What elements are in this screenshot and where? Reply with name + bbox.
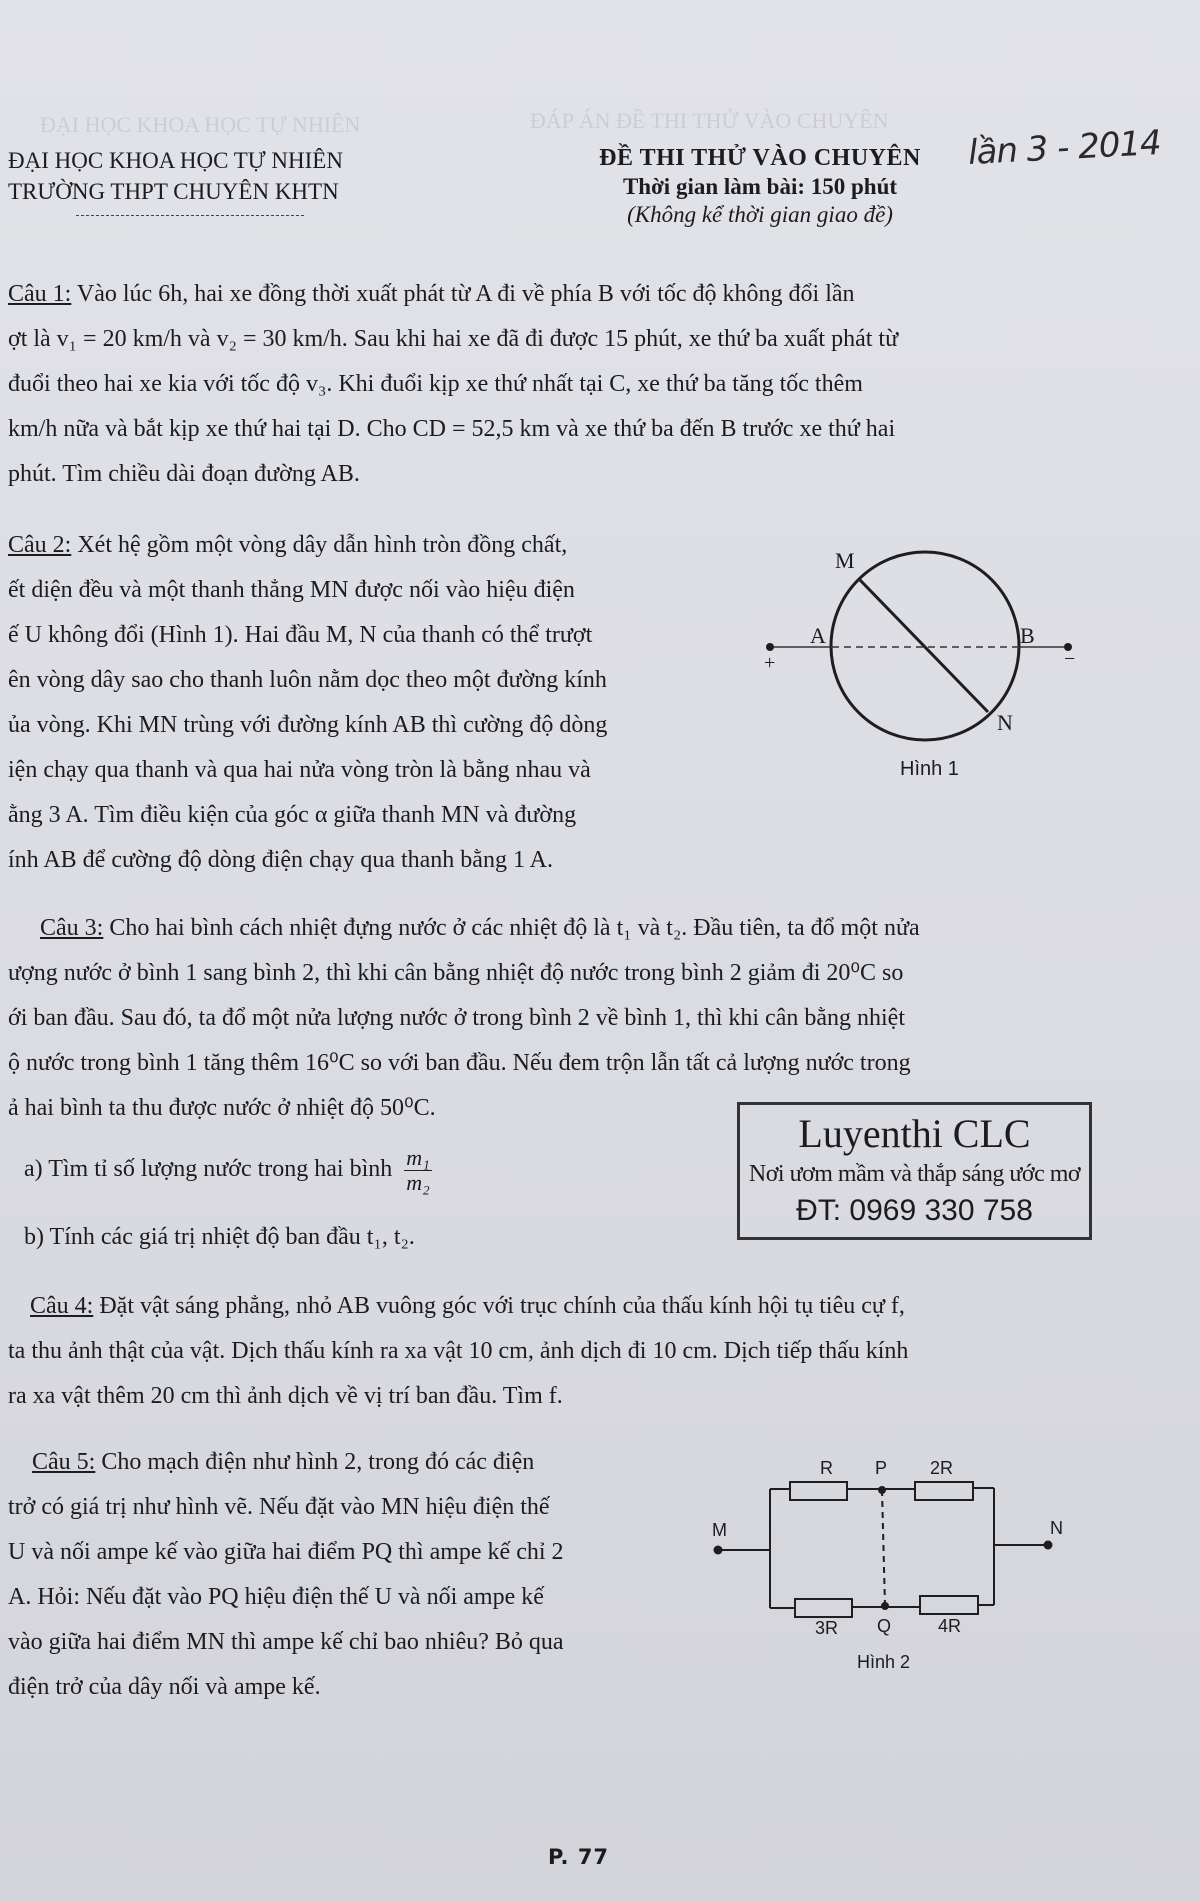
point-label-n: N [997, 710, 1013, 735]
question-text: vào giữa hai điểm MN thì ampe kế chỉ bao nhiêu? Bỏ qua [8, 1629, 564, 1655]
node-label-n: N [1050, 1518, 1063, 1538]
school-name: TRƯỜNG THPT CHUYÊN KHTN [8, 179, 339, 204]
ad-slogan: Nơi ươm mầm và thắp sáng ước mơ [748, 1161, 1081, 1187]
question-text: ính AB để cường độ dòng điện chạy qua thanh bằng 1 A. [8, 847, 553, 873]
question-label: Câu 5: [32, 1449, 96, 1475]
question-text: ợt là v₁ = 20 km/h và v₂ = 30 km/h. Sau khi hai xe đã đi được 15 phút, xe thứ ba xuất phát từ [8, 326, 899, 352]
question-text: km/h nữa và bắt kịp xe thứ hai tại D. Cho CD = 52,5 km và xe thứ ba đến B trước xe thứ hai [8, 416, 896, 442]
resistor-bridge-circuit [690, 1430, 1090, 1680]
ad-brand: Luyenthi CLC [798, 1111, 1031, 1156]
question-text: iện chạy qua thanh và qua hai nửa vòng tròn là bằng nhau và [8, 757, 591, 783]
question-text: A. Hỏi: Nếu đặt vào PQ hiệu điện thế U và nối ampe kế [8, 1584, 544, 1610]
node-label-p: P [875, 1458, 888, 1478]
bleed-through-text: ĐÁP ÁN ĐỀ THI THỬ VÀO CHUYÊN [530, 108, 889, 133]
figure-caption: Hình 2 [857, 1652, 911, 1672]
figure-2-circuit-diagram [690, 1430, 1090, 1680]
question-text: Đặt vật sáng phẳng, nhỏ AB vuông góc với trục chính của thấu kính hội tụ tiêu cự f, [93, 1293, 905, 1319]
question-text: ộ nước trong bình 1 tăng thêm 16⁰C so với ban đầu. Nếu đem trộn lẫn tất cả lượng nước trong [8, 1050, 911, 1076]
resistor-label-3r: 3R [815, 1618, 839, 1638]
header-institution [8, 145, 343, 216]
question-text: ên vòng dây sao cho thanh luôn nằm dọc theo một đường kính [8, 667, 607, 693]
question-text: ượng nước ở bình 1 sang bình 2, thì khi cân bằng nhiệt độ nước trong bình 2 giảm đi 20⁰C so [8, 960, 904, 986]
question-5 [8, 1440, 688, 1710]
fraction-numerator: m₁ [406, 1145, 430, 1170]
bleed-through-text: ĐẠI HỌC KHOA HỌC TỰ NHIÊN [40, 112, 361, 137]
question-label: Câu 1: [8, 281, 72, 307]
question-text: ới ban đầu. Sau đó, ta đổ một nửa lượng nước ở trong bình 2 về bình 1, thì khi cân bằng nhiệt [8, 1005, 905, 1031]
positive-terminal-label: + [764, 652, 776, 674]
point-label-a: A [810, 623, 826, 648]
handwritten-annotation: lần 3 - 2014 [967, 122, 1162, 174]
exam-title: ĐỀ THI THỬ VÀO CHUYÊN [599, 145, 921, 171]
question-text: ta thu ảnh thật của vật. Dịch thấu kính ra xa vật 10 cm, ảnh dịch đi 10 cm. Dịch tiếp thấu kính [8, 1338, 909, 1364]
question-text: ả hai bình ta thu được nước ở nhiệt độ 50⁰C. [8, 1095, 436, 1121]
exam-note: (Không kể thời gian giao đề) [627, 202, 893, 227]
question-text: điện trở của dây nối và ampe kế. [8, 1674, 321, 1700]
question-text: ế U không đổi (Hình 1). Hai đầu M, N của thanh có thể trượt [8, 622, 593, 648]
ad-phone: ĐT: 0969 330 758 [796, 1194, 1033, 1227]
figure-1-circle-diagram [740, 530, 1100, 800]
question-text: Vào lúc 6h, hai xe đồng thời xuất phát từ A đi về phía B với tốc độ không đổi lần [71, 281, 855, 307]
figure-caption: Hình 1 [900, 758, 959, 780]
header-divider [76, 215, 304, 216]
node-label-q: Q [877, 1616, 892, 1636]
question-label: Câu 4: [30, 1293, 94, 1319]
resistor-label-2r: 2R [930, 1458, 954, 1478]
question-2 [8, 523, 738, 883]
question-3-part-b: b) Tính các giá trị nhiệt độ ban đầu t₁, t₂. [24, 1224, 415, 1250]
page-number: P. 77 [548, 1845, 610, 1869]
question-text: trở có giá trị như hình vẽ. Nếu đặt vào MN hiệu điện thế [8, 1494, 550, 1520]
node-label-m: M [712, 1520, 727, 1540]
question-text: ết diện đều và một thanh thẳng MN được nối vào hiệu điện [8, 577, 575, 603]
question-text: Cho mạch điện như hình 2, trong đó các điện [95, 1449, 535, 1475]
question-3 [8, 906, 1158, 1131]
question-label: Câu 2: [8, 532, 72, 558]
question-label: Câu 3: [40, 915, 104, 941]
mass-ratio-fraction [404, 1146, 432, 1195]
question-text: Cho hai bình cách nhiệt đựng nước ở các nhiệt độ là t₁ và t₂. Đầu tiên, ta đổ một nửa [103, 915, 920, 941]
question-text: ằng 3 A. Tìm điều kiện của góc α giữa thanh MN và đường [8, 802, 577, 828]
question-text: Xét hệ gồm một vòng dây dẫn hình tròn đồng chất, [71, 532, 568, 558]
header-exam-info [560, 145, 960, 228]
question-text: ủa vòng. Khi MN trùng với đường kính AB thì cường độ dòng [8, 712, 608, 738]
resistor-label-r: R [820, 1458, 833, 1478]
advertisement-box [737, 1102, 1092, 1240]
negative-terminal-label: − [1064, 648, 1076, 670]
question-text: đuổi theo hai xe kia với tốc độ v₃. Khi đuổi kịp xe thứ nhất tại C, xe thứ ba tăng tốc thêm [8, 371, 863, 397]
resistor-label-4r: 4R [938, 1616, 962, 1636]
question-1 [8, 272, 1158, 497]
question-3-part-a [24, 1146, 432, 1195]
university-name: ĐẠI HỌC KHOA HỌC TỰ NHIÊN [8, 148, 343, 173]
question-4 [8, 1284, 1158, 1419]
exam-duration: Thời gian làm bài: 150 phút [622, 174, 898, 199]
point-label-m: M [835, 548, 855, 573]
question-text: U và nối ampe kế vào giữa hai điểm PQ thì ampe kế chỉ 2 [8, 1539, 564, 1565]
point-label-b: B [1020, 623, 1035, 648]
part-a-text: a) Tìm tỉ số lượng nước trong hai bình [24, 1156, 393, 1183]
question-text: phút. Tìm chiều dài đoạn đường AB. [8, 461, 360, 487]
fraction-denominator: m₂ [406, 1170, 430, 1195]
question-text: ra xa vật thêm 20 cm thì ảnh dịch về vị trí ban đầu. Tìm f. [8, 1383, 563, 1409]
